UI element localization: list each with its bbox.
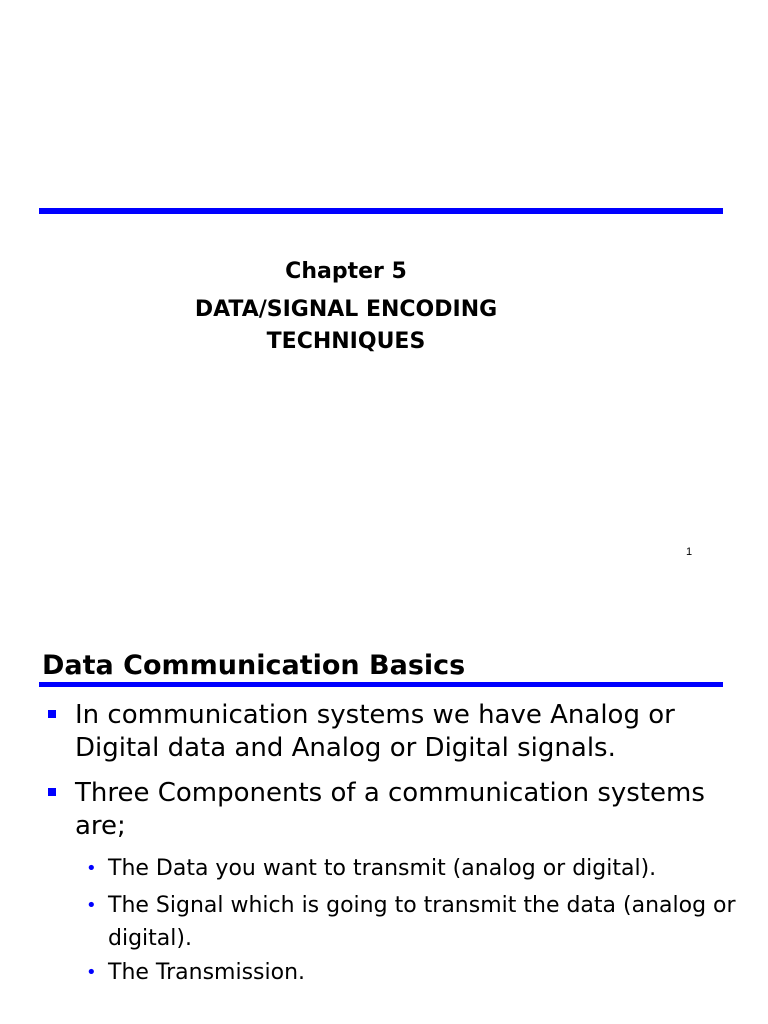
sub-bullet-text: The Signal which is going to transmit the data (analog or digital).	[108, 893, 736, 951]
list-item	[75, 699, 735, 765]
bullet-text: In communication systems we have Analog or Digital data and Analog or Digital signals.	[75, 700, 675, 763]
chapter-title: DATA/SIGNAL ENCODING TECHNIQUES	[194, 297, 498, 354]
dot-bullet-icon: •	[86, 895, 97, 916]
dot-bullet-icon: •	[86, 962, 97, 983]
square-bullet-icon	[48, 710, 56, 718]
list-item	[75, 777, 735, 843]
heading-underline	[39, 682, 723, 687]
slide-heading: Data Communication Basics	[42, 650, 466, 681]
title-divider	[39, 208, 723, 214]
page-number: 1	[686, 546, 693, 558]
content-slide	[0, 622, 768, 1024]
sub-bullet-text: The Data you want to transmit (analog or digital).	[108, 856, 657, 881]
list-item	[86, 852, 748, 885]
square-bullet-icon	[48, 788, 56, 796]
chapter-label: Chapter 5	[285, 259, 407, 284]
bullet-text: Three Components of a communication systems are;	[75, 778, 705, 841]
sub-bullet-text: The Transmission.	[108, 960, 306, 985]
dot-bullet-icon: •	[86, 858, 97, 879]
list-item	[86, 956, 748, 989]
list-item	[86, 889, 748, 955]
